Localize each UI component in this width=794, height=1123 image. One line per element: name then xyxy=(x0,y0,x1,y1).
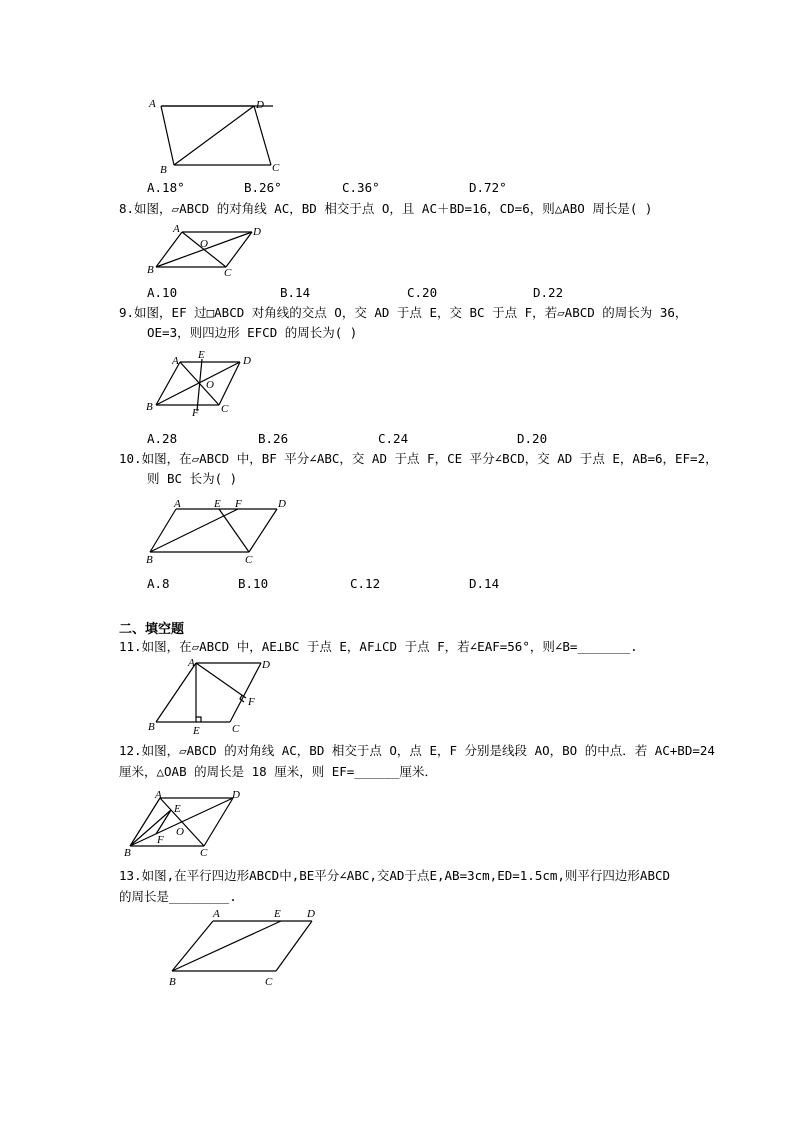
q12-label-b: B xyxy=(124,847,131,859)
q11-edge-ab xyxy=(156,663,196,722)
q9-option-b[interactable]: B.26 xyxy=(258,431,289,446)
q8-option-c[interactable]: C.20 xyxy=(407,285,438,300)
q7-edge-ab xyxy=(161,106,174,165)
q10-segment-ce xyxy=(219,509,249,552)
q9-label-e: E xyxy=(198,349,205,361)
q9-option-a[interactable]: A.28 xyxy=(147,431,178,446)
q9-option-c[interactable]: C.24 xyxy=(378,431,409,446)
section-heading: 二、填空题 xyxy=(119,622,185,637)
q9-label-c: C xyxy=(221,403,229,415)
q8-option-b[interactable]: B.14 xyxy=(280,285,311,300)
q13-question-line2: 的周长是________. xyxy=(119,889,237,904)
q10-label-a: A xyxy=(174,498,181,510)
q10-option-c[interactable]: C.12 xyxy=(350,576,381,591)
q11-right-angle-e xyxy=(196,717,201,722)
q12-label-d: D xyxy=(232,789,240,801)
q13-label-a: A xyxy=(213,908,220,920)
q8-label-c: C xyxy=(224,267,232,279)
q13-edge-ab xyxy=(172,921,213,971)
q8-figure xyxy=(140,222,270,282)
q12-question-line1: 12.如图，▱ABCD 的对角线 AC，BD 相交于点 O，点 E，F 分别是线段 AO，BO 的中点．若 AC+BD=24 xyxy=(119,743,715,758)
q9-label-a: A xyxy=(172,355,179,367)
q11-label-f: F xyxy=(248,696,255,708)
q7-diagonal-bd xyxy=(174,106,254,165)
q7-label-d: D xyxy=(256,99,264,111)
q10-question-line2: 则 BC 长为( ) xyxy=(147,471,238,486)
q13-label-d: D xyxy=(307,908,315,920)
q12-figure xyxy=(120,788,250,860)
q11-label-d: D xyxy=(262,659,270,671)
q13-question-line1: 13.如图,在平行四边形ABCD中,BE平分∠ABC,交AD于点E,AB=3cm,ED=1.5cm,则平行四边形ABCD xyxy=(119,868,671,883)
q8-label-d: D xyxy=(253,226,261,238)
q9-edge-dc xyxy=(219,362,240,405)
q8-option-d[interactable]: D.22 xyxy=(533,285,564,300)
q7-option-c[interactable]: C.36° xyxy=(342,180,380,195)
q8-option-a[interactable]: A.10 xyxy=(147,285,178,300)
q12-segment-eb xyxy=(130,810,171,846)
q11-edge-dc xyxy=(230,663,261,722)
q11-label-e: E xyxy=(193,725,200,737)
q10-option-d[interactable]: D.14 xyxy=(469,576,500,591)
q12-label-c: C xyxy=(200,847,208,859)
q8-label-o: O xyxy=(200,238,208,250)
q11-label-a: A xyxy=(188,657,195,669)
q9-option-d[interactable]: D.20 xyxy=(517,431,548,446)
q7-option-a[interactable]: A.18° xyxy=(147,180,185,195)
q10-label-f: F xyxy=(235,498,242,510)
q9-label-d: D xyxy=(243,355,251,367)
q10-label-d: D xyxy=(278,498,286,510)
q9-figure xyxy=(140,350,270,422)
q11-altitude-af xyxy=(196,663,246,698)
q7-label-a: A xyxy=(149,98,156,110)
q13-edge-dc xyxy=(276,921,312,971)
q13-label-b: B xyxy=(169,976,176,988)
q9-label-f: F xyxy=(192,407,199,419)
q11-question-text: 11.如图，在▱ABCD 中，AE⊥BC 于点 E，AF⊥CD 于点 F，若∠EAF=56°，则∠B=_______. xyxy=(119,639,638,654)
q10-question-line1: 10.如图，在▱ABCD 中，BF 平分∠ABC，交 AD 于点 F，CE 平分∠BCD，交 AD 于点 E，AB=6，EF=2， xyxy=(119,451,718,466)
q12-label-f: F xyxy=(157,834,164,846)
q9-question-line1: 9.如图，EF 过□ABCD 对角线的交点 O，交 AD 于点 E，交 BC 于点 F，若▱ABCD 的周长为 36， xyxy=(119,305,688,320)
q9-label-b: B xyxy=(146,401,153,413)
q13-label-e: E xyxy=(274,908,281,920)
q10-label-e: E xyxy=(214,498,221,510)
q7-label-c: C xyxy=(272,162,280,174)
q12-label-o: O xyxy=(176,826,184,838)
q9-label-o: O xyxy=(206,379,214,391)
q10-figure xyxy=(140,495,300,570)
q7-label-b: B xyxy=(160,164,167,176)
q10-option-b[interactable]: B.10 xyxy=(238,576,269,591)
q7-option-b[interactable]: B.26° xyxy=(244,180,282,195)
q7-option-d[interactable]: D.72° xyxy=(469,180,507,195)
q12-label-e: E xyxy=(174,803,181,815)
q13-figure xyxy=(160,905,330,990)
q8-label-b: B xyxy=(147,264,154,276)
q7-figure xyxy=(140,95,290,180)
q11-label-c: C xyxy=(232,723,240,735)
q12-question-line2: 厘米，△OAB 的周长是 18 厘米，则 EF=______厘米． xyxy=(119,764,437,779)
q10-option-a[interactable]: A.8 xyxy=(147,576,170,591)
q10-label-c: C xyxy=(245,554,253,566)
q9-question-line2: OE=3，则四边形 EFCD 的周长为( ) xyxy=(147,325,358,340)
q13-segment-be xyxy=(172,921,281,971)
q11-label-b: B xyxy=(148,721,155,733)
q12-label-a: A xyxy=(155,789,162,801)
q8-label-a: A xyxy=(173,223,180,235)
q13-label-c: C xyxy=(265,976,273,988)
q10-edge-dc xyxy=(249,509,277,552)
q7-edge-dc xyxy=(254,106,271,165)
q11-figure xyxy=(140,658,280,738)
q10-label-b: B xyxy=(146,554,153,566)
q8-question-text: 8.如图，▱ABCD 的对角线 AC，BD 相交于点 O，且 AC＋BD=16，CD=6，则△ABO 周长是( ) xyxy=(119,201,653,216)
